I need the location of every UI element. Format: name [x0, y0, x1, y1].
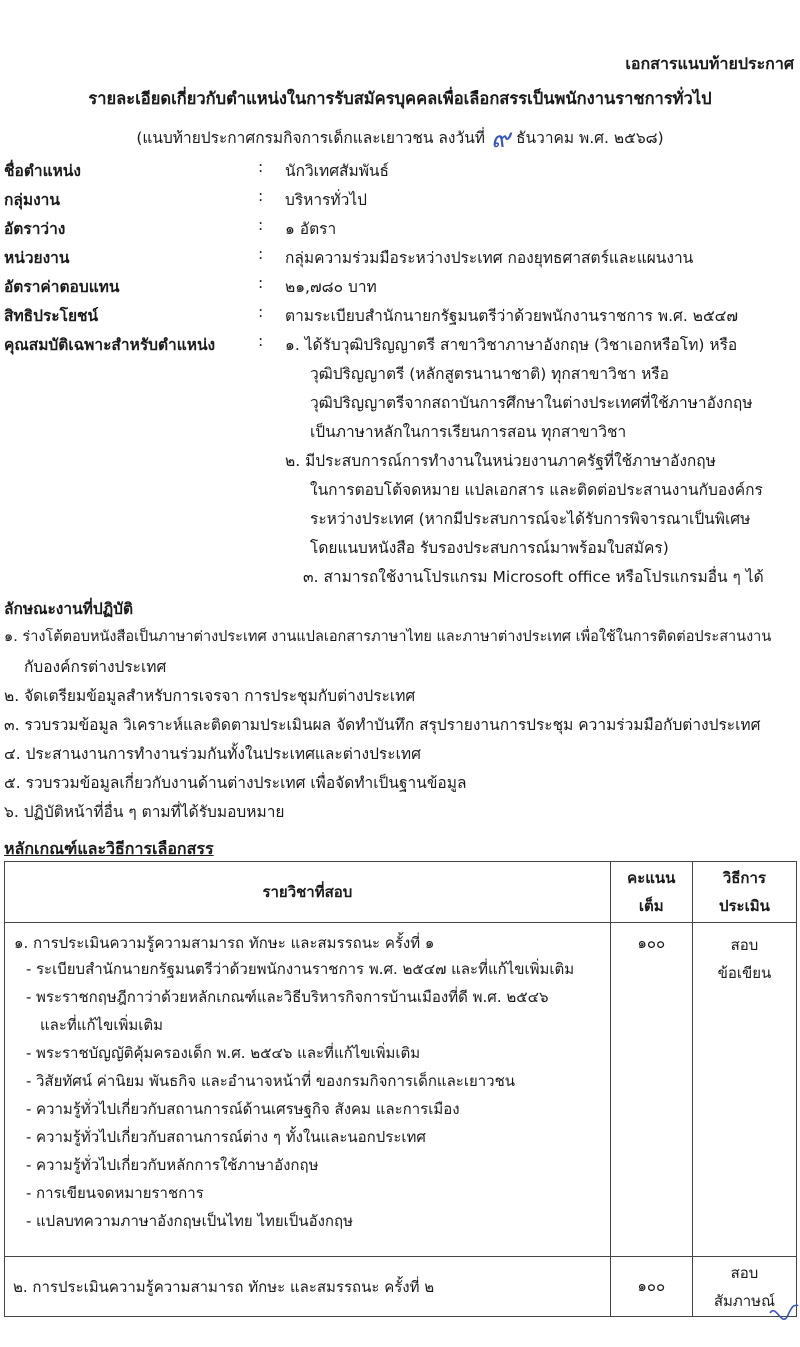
qualification-item: ๒. มีประสบการณ์การทำงานในหน่วยงานภาครัฐที่ใช้ภาษาอังกฤษ	[285, 452, 716, 470]
field-value-vacancy: ๑ อัตรา	[285, 220, 337, 238]
qualification-item: วุฒิปริญญาตรี (หลักสูตรนานาชาติ) ทุกสาขาวิชา หรือ	[310, 365, 669, 383]
field-label-salary: อัตราค่าตอบแทน	[4, 278, 120, 296]
list-item: - พระราชกฤษฎีกาว่าด้วยหลักเกณฑ์และวิธีบริหารกิจการบ้านเมืองที่ดี พ.ศ. ๒๕๔๖	[6, 983, 609, 1011]
duty-item: ๒. จัดเตรียมข้อมูลสำหรับการเจรจา การประชุมกับต่างประเทศ	[4, 687, 416, 705]
header-method-line1: วิธีการ	[722, 869, 766, 887]
header-score	[610, 862, 692, 923]
list-item: - การเขียนจดหมายราชการ	[6, 1179, 609, 1207]
duty-item: ๕. รวบรวมข้อมูลเกี่ยวกับงานด้านต่างประเทศ เพื่อจัดทำเป็นฐานข้อมูล	[4, 774, 467, 792]
qualification-item: ๓. สามารถใช้งานโปรแกรม Microsoft office หรือโปรแกรมอื่น ๆ ได้	[303, 568, 764, 586]
field-label-group: กลุ่มงาน	[4, 191, 60, 209]
field-value-position: นักวิเทศสัมพันธ์	[285, 162, 389, 180]
subject-cell	[5, 1257, 611, 1317]
method-line2: ข้อเขียน	[717, 964, 772, 982]
field-label-vacancy: อัตราว่าง	[4, 220, 66, 238]
duty-item: กับองค์กรต่างประเทศ	[24, 658, 167, 676]
qualification-item: ในการตอบโต้จดหมาย แปลเอกสาร และติดต่อประสานงานกับองค์กร	[310, 481, 763, 499]
list-item: - ความรู้ทั่วไปเกี่ยวกับหลักการใช้ภาษาอังกฤษ	[6, 1151, 609, 1179]
duty-item: ๓. รวบรวมข้อมูล วิเคราะห์และติดตามประเมินผล จัดทำบันทึก สรุปรายงานการประชุม ความร่วมมือกับต่างประเทศ	[4, 716, 761, 734]
header-score-line1: คะแนน	[627, 869, 676, 887]
header-subject: รายวิชาที่สอบ	[5, 862, 611, 923]
criteria-table	[4, 861, 797, 1317]
handwritten-day: ๙	[491, 124, 511, 154]
list-item: - ความรู้ทั่วไปเกี่ยวกับสถานการณ์ต่าง ๆ ทั้งในและนอกประเทศ	[6, 1123, 609, 1151]
method-cell	[692, 923, 796, 1257]
score-cell: ๑๐๐	[610, 923, 692, 1257]
header-method	[692, 862, 796, 923]
list-item: - พระราชบัญญัติคุ้มครองเด็ก พ.ศ. ๒๕๔๖ และที่แก้ไขเพิ่มเติม	[6, 1039, 609, 1067]
duty-item: ๑. ร่างโต้ตอบหนังสือเป็นภาษาต่างประเทศ งานแปลเอกสารภาษาไทย และภาษาต่างประเทศ เพื่อใช้ในการติดต่อประสานงาน	[4, 629, 772, 645]
table-row	[5, 923, 797, 1257]
table-header-row	[5, 862, 797, 923]
qualification-item: ระหว่างประเทศ (หากมีประสบการณ์จะได้รับการพิจารณาเป็นพิเศษ	[310, 510, 751, 528]
qualification-item: ๑. ได้รับวุฒิปริญญาตรี สาขาวิชาภาษาอังกฤษ (วิชาเอกหรือโท) หรือ	[285, 336, 738, 354]
field-value-group: บริหารทั่วไป	[285, 191, 367, 209]
field-label-unit: หน่วยงาน	[4, 249, 70, 267]
page-subtitle	[0, 118, 800, 159]
field-value-benefits: ตามระเบียบสำนักนายกรัฐมนตรีว่าด้วยพนักงานราชการ พ.ศ. ๒๕๔๗	[285, 307, 739, 325]
list-item: - ระเบียบสำนักนายกรัฐมนตรีว่าด้วยพนักงานราชการ พ.ศ. ๒๕๔๗ และที่แก้ไขเพิ่มเติม	[6, 955, 609, 983]
field-colon: :	[258, 187, 264, 205]
list-item: - แปลบทความภาษาอังกฤษเป็นไทย ไทยเป็นอังกฤษ	[6, 1207, 609, 1235]
subtitle-prefix: (แนบท้ายประกาศกรมกิจการเด็กและเยาวชน ลงวันที่	[136, 129, 486, 147]
field-colon: :	[258, 332, 264, 350]
attachment-label: เอกสารแนบท้ายประกาศ	[625, 54, 794, 73]
subtitle-suffix: ธันวาคม พ.ศ. ๒๕๖๘)	[516, 129, 664, 147]
method-line2: สัมภาษณ์	[713, 1292, 775, 1310]
table-row	[5, 1257, 797, 1317]
row-title: ๒. การประเมินความรู้ความสามารถ ทักษะ และสมรรถนะ ครั้งที่ ๒	[13, 1277, 435, 1296]
subject-cell	[5, 923, 611, 1257]
list-item-continued: และที่แก้ไขเพิ่มเติม	[40, 1016, 164, 1034]
field-label-benefits: สิทธิประโยชน์	[4, 307, 99, 325]
qualification-item: โดยแนบหนังสือ รับรองประสบการณ์มาพร้อมใบสมัคร)	[310, 539, 669, 557]
field-label-position: ชื่อตำแหน่ง	[4, 162, 81, 180]
field-label-qualifications: คุณสมบัติเฉพาะสำหรับตำแหน่ง	[4, 336, 216, 354]
field-colon: :	[258, 274, 264, 292]
field-colon: :	[258, 303, 264, 321]
duty-item: ๖. ปฏิบัติหน้าที่อื่น ๆ ตามที่ได้รับมอบหมาย	[4, 803, 285, 821]
handwritten-initial-mark	[766, 1299, 800, 1333]
header-method-line2: ประเมิน	[718, 897, 770, 915]
field-colon: :	[258, 158, 264, 176]
page-title: รายละเอียดเกี่ยวกับตำแหน่งในการรับสมัครบุคคลเพื่อเลือกสรรเป็นพนักงานราชการทั่วไป	[88, 89, 712, 108]
field-colon: :	[258, 216, 264, 234]
header-score-line2: เต็ม	[638, 897, 664, 915]
qualification-item: เป็นภาษาหลักในการเรียนการสอน ทุกสาขาวิชา	[310, 423, 627, 441]
method-line1: สอบ	[730, 1264, 759, 1282]
field-value-unit: กลุ่มความร่วมมือระหว่างประเทศ กองยุทธศาสตร์และแผนงาน	[285, 249, 694, 267]
field-value-salary: ๒๑,๗๘๐ บาท	[285, 278, 377, 296]
field-colon: :	[258, 245, 264, 263]
duty-item: ๔. ประสานงานการทำงานร่วมกันทั้งในประเทศและต่างประเทศ	[4, 745, 421, 763]
method-line1: สอบ	[730, 936, 759, 954]
qualification-item: วุฒิปริญญาตรีจากสถาบันการศึกษาในต่างประเทศที่ใช้ภาษาอังกฤษ	[310, 394, 753, 412]
duties-title: ลักษณะงานที่ปฏิบัติ	[4, 600, 134, 618]
criteria-title: หลักเกณฑ์และวิธีการเลือกสรร	[4, 839, 214, 858]
list-item: - วิสัยทัศน์ ค่านิยม พันธกิจ และอำนาจหน้าที่ ของกรมกิจการเด็กและเยาวชน	[6, 1067, 609, 1095]
list-item: - ความรู้ทั่วไปเกี่ยวกับสถานการณ์ด้านเศรษฐกิจ สังคม และการเมือง	[6, 1095, 609, 1123]
row-title: ๑. การประเมินความรู้ความสามารถ ทักษะ และสมรรถนะ ครั้งที่ ๑	[14, 934, 435, 952]
score-cell: ๑๐๐	[610, 1257, 692, 1317]
